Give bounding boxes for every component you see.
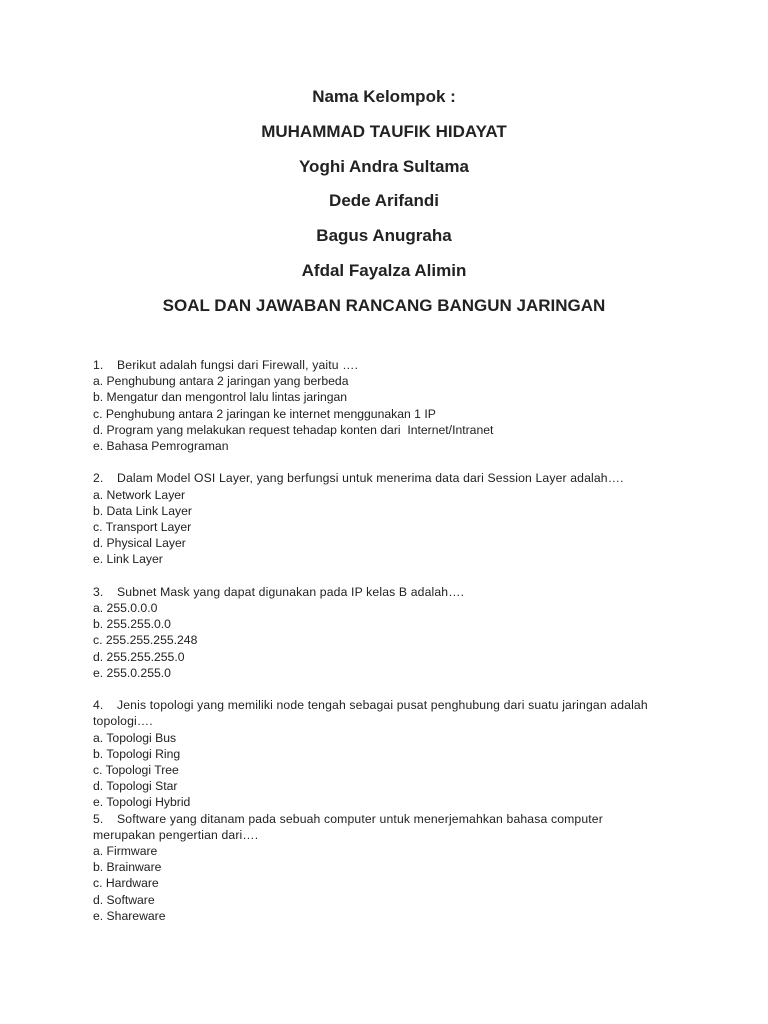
answer-option: e. Shareware [93, 908, 166, 923]
answer-option: d. Topologi Star [93, 779, 178, 794]
answer-option: b. 255.255.0.0 [93, 617, 171, 632]
question-number: 3. [93, 584, 104, 599]
answer-option: c. Hardware [93, 876, 159, 891]
answer-option: e. Link Layer [93, 552, 163, 567]
answer-option: b. Brainware [93, 860, 162, 875]
answer-option: a. Network Layer [93, 487, 186, 502]
answer-option: c. Topologi Tree [93, 763, 179, 778]
answer-option: b. Data Link Layer [93, 503, 192, 518]
question-4 [93, 697, 693, 810]
question-text: Dalam Model OSI Layer, yang berfungsi untuk menerima data dari Session Layer adalah…. [117, 471, 624, 486]
answer-option: a. Firmware [93, 844, 158, 859]
question-number: 4. [93, 698, 104, 713]
answer-option: a. Topologi Bus [93, 730, 177, 745]
answer-option: c. 255.255.255.248 [93, 633, 198, 648]
question-list [93, 357, 693, 940]
question-text-continued: merupakan pengertian dari…. [93, 827, 259, 842]
question-text: Berikut adalah fungsi dari Firewall, yaitu …. [117, 358, 359, 372]
answer-option: d. Physical Layer [93, 536, 186, 551]
answer-option: e. Topologi Hybrid [93, 795, 191, 810]
question-2 [93, 470, 693, 567]
question-1 [93, 357, 693, 454]
answer-option: d. 255.255.255.0 [93, 649, 185, 664]
answer-option: d. Software [93, 892, 155, 907]
question-number: 1. [93, 358, 104, 372]
answer-option: a. 255.0.0.0 [93, 601, 158, 616]
question-text-continued: topologi…. [93, 714, 153, 729]
member-name: Afdal Fayalza Alimin [301, 260, 467, 280]
answer-option: c. Transport Layer [93, 520, 192, 535]
answer-option: e. 255.0.255.0 [93, 665, 171, 680]
member-name: Bagus Anugraha [316, 226, 452, 246]
answer-option: c. Penghubung antara 2 jaringan ke internet menggunakan 1 IP [93, 406, 436, 421]
answer-option: a. Penghubung antara 2 jaringan yang berbeda [93, 374, 349, 389]
member-name: Dede Arifandi [329, 191, 439, 211]
answer-option: e. Bahasa Pemrograman [93, 439, 229, 454]
answer-option: d. Program yang melakukan request tehadap konten dari Internet/Intranet [93, 422, 494, 437]
question-number: 5. [93, 811, 104, 826]
member-name: Yoghi Andra Sultama [298, 156, 470, 176]
document-header [0, 86, 768, 330]
question-text: Subnet Mask yang dapat digunakan pada IP kelas B adalah…. [117, 584, 465, 599]
answer-option: b. Topologi Ring [93, 746, 181, 761]
question-5 [93, 811, 693, 924]
question-text: Jenis topologi yang memiliki node tengah sebagai pusat penghubung dari suatu jaringan adalah [117, 698, 648, 713]
document-title: SOAL DAN JAWABAN RANCANG BANGUN JARINGAN [162, 295, 606, 315]
question-text: Software yang ditanam pada sebuah computer untuk menerjemahkan bahasa computer [117, 811, 603, 826]
answer-option: b. Mengatur dan mengontrol lalu lintas jaringan [93, 390, 348, 405]
group-label: Nama Kelompok : [312, 87, 456, 106]
member-name: MUHAMMAD TAUFIK HIDAYAT [261, 121, 507, 141]
question-3 [93, 584, 693, 681]
question-number: 2. [93, 471, 104, 486]
